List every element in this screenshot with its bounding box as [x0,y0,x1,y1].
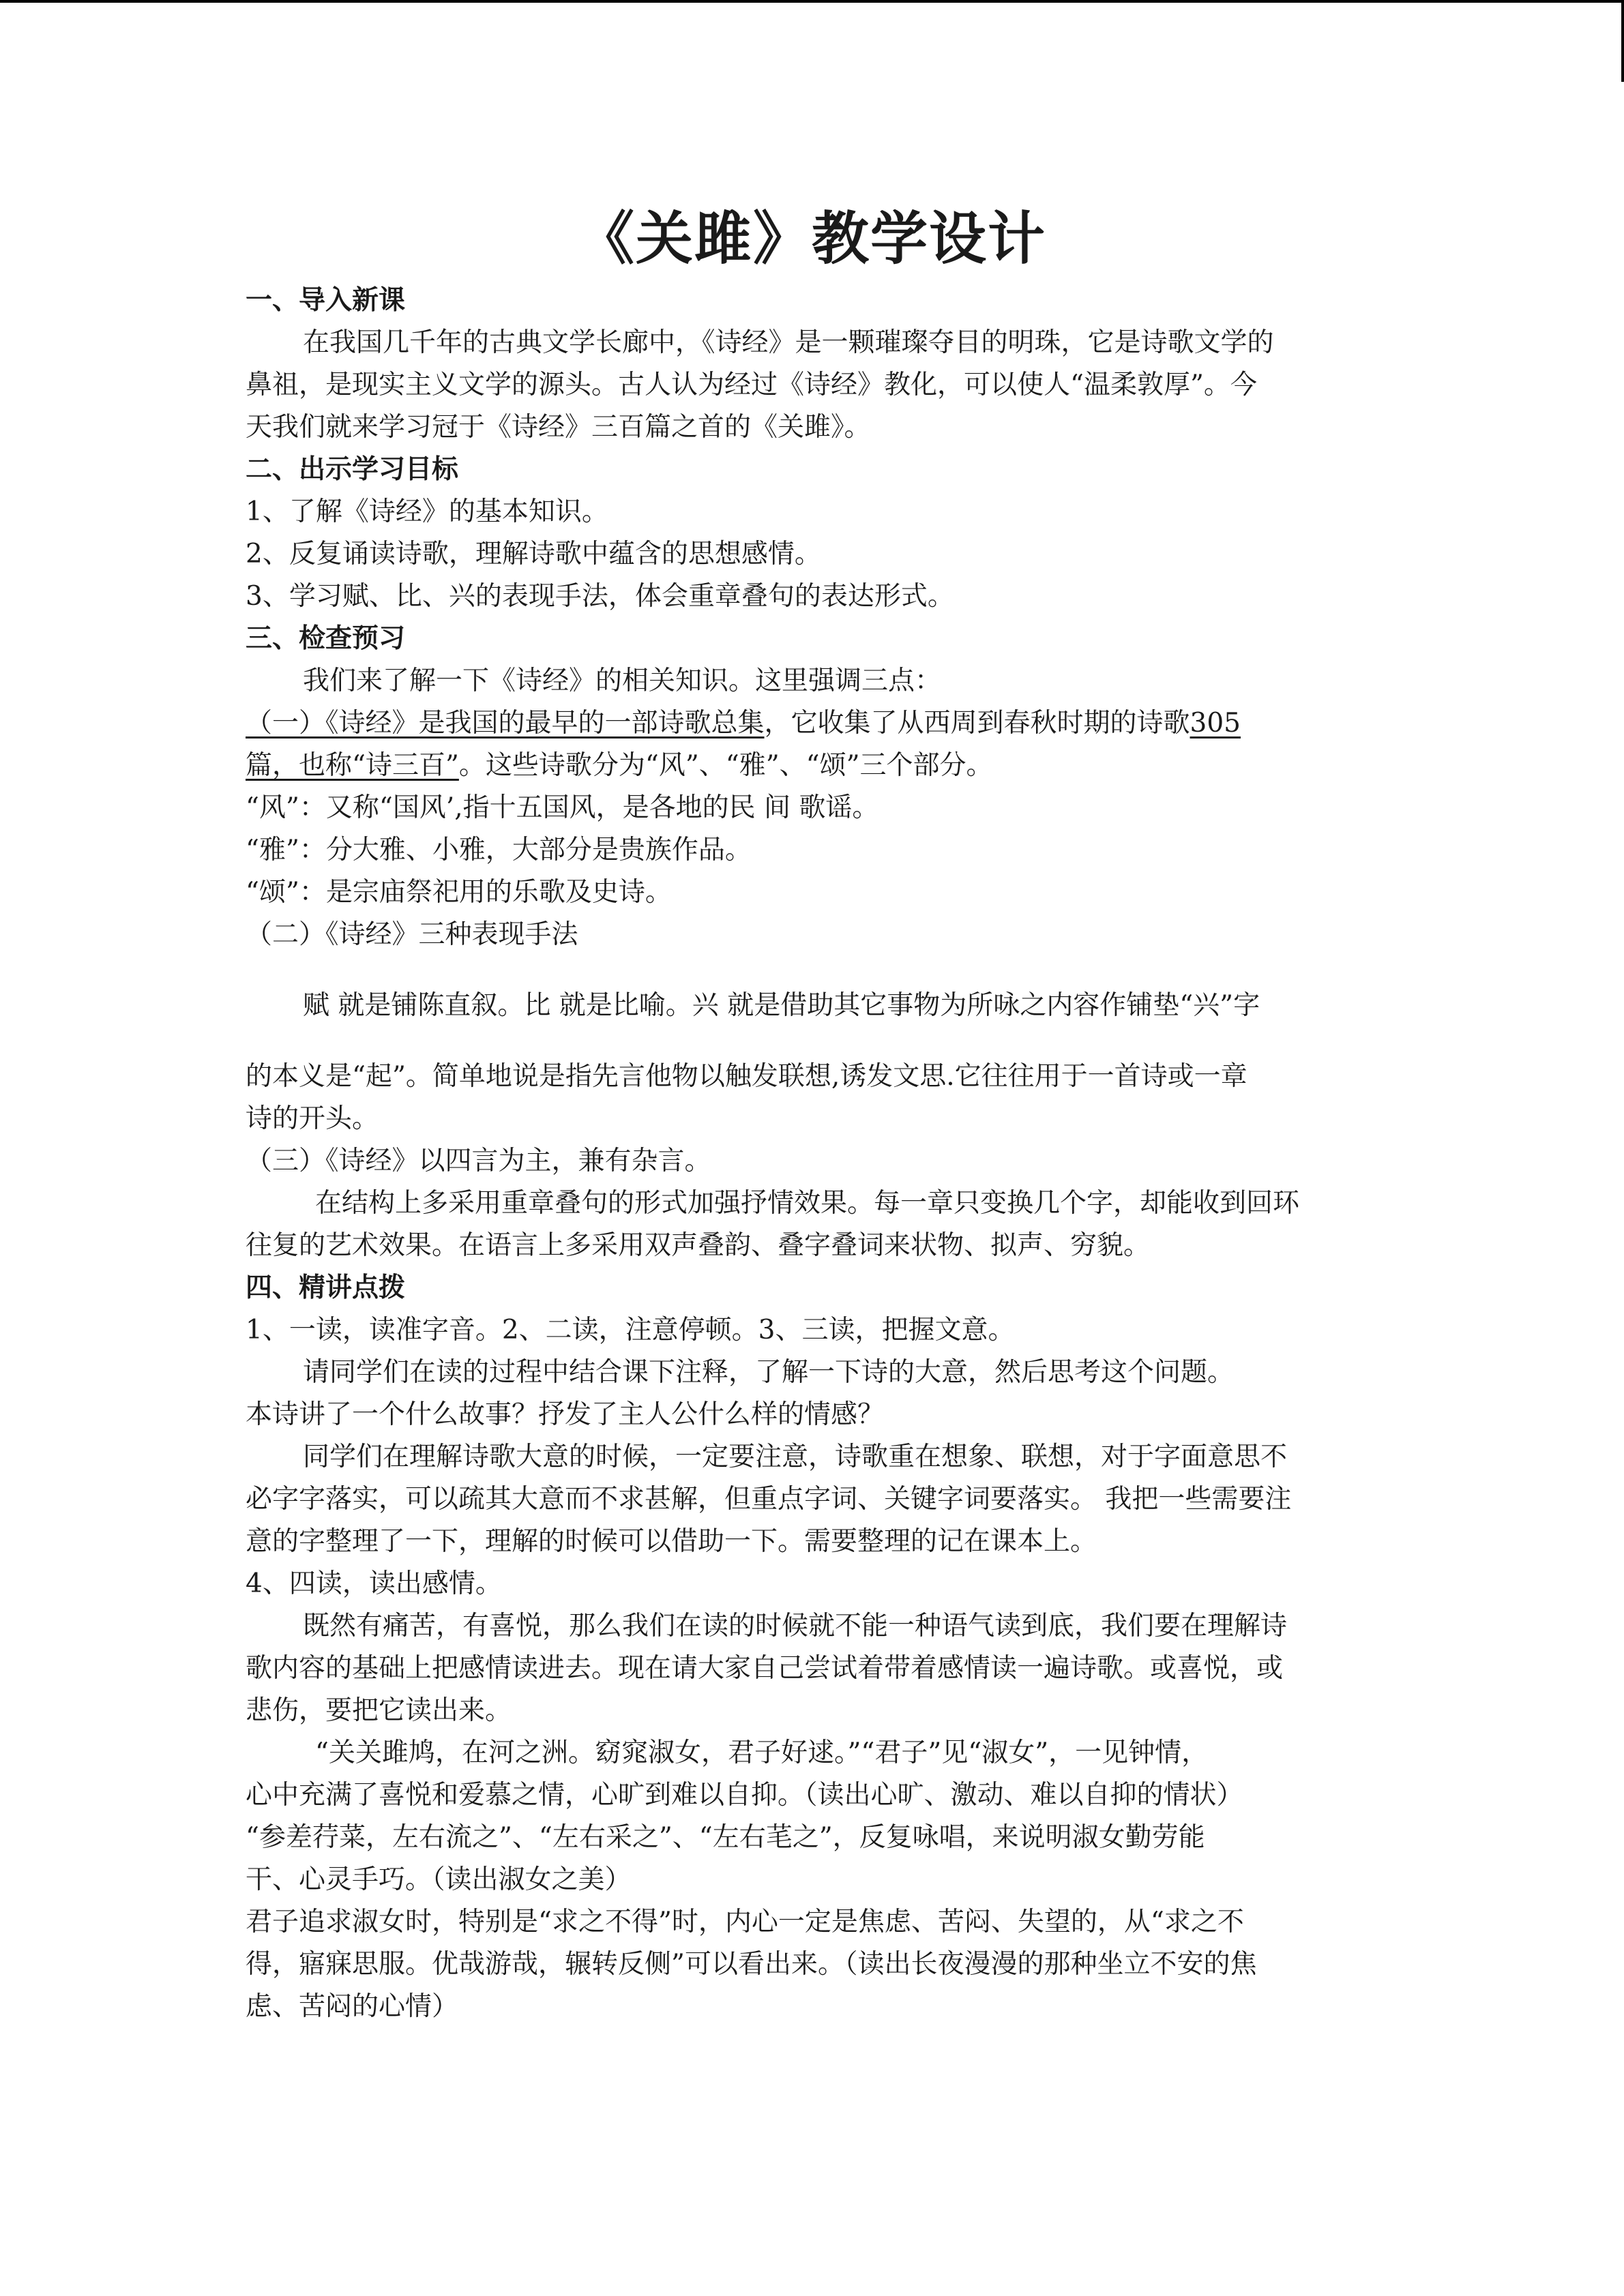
text-line: 的本义是“起”。简单地说是指先言他物以触发联想,诱发文思.它往往用于一首诗或一章 [246,1061,1247,1092]
underlined-text: 305 [1190,708,1241,739]
text-line: 诗的开头。 [246,1103,379,1134]
section-heading: 三、检查预习 [246,623,406,654]
section-heading: 四、精讲点拨 [246,1272,406,1303]
section-heading: 一、导入新课 [246,285,406,316]
paragraph-gap [246,956,1378,985]
text-line: 干、心灵手巧。（读出淑女之美） [246,1864,632,1895]
text-line: 在结构上多采用重章叠句的形式加强抒情效果。每一章只变换几个字，却能收到回环 [315,1188,1300,1219]
text-line: 3、学习赋、比、兴的表现手法，体会重章叠句的表达形式。 [246,581,954,612]
text-line: “关关雎鸠，在河之洲。窈窕淑女，君子好逑。”“君子”见“淑女”，一见钟情， [315,1738,1209,1768]
text-line: 心中充满了喜悦和爱慕之情，心旷到难以自抑。（读出心旷、激动、难以自抑的情状） [246,1780,1243,1810]
text-line: 意的字整理了一下，理解的时候可以借助一下。需要整理的记在课本上。 [246,1526,1097,1557]
text-line [246,702,1378,745]
text-line: 既然有痛苦，有喜悦，那么我们在读的时候就不能一种语气读到底，我们要在理解诗 [303,1611,1288,1641]
text-line: “参差荇菜，左右流之”、“左右采之”、“左右芼之”，反复咏唱，来说明淑女勤劳能 [246,1822,1205,1853]
text-line: 1、了解《诗经》的基本知识。 [246,496,608,527]
text-line: “风”：又称“国风’,指十五国风，是各地的民 间 歌谣。 [246,792,879,823]
text-line: 得，寤寐思服。优哉游哉，辗转反侧”可以看出来。（读出长夜漫漫的那种坐立不安的焦 [246,1949,1257,1980]
text-line: 必字字落实，可以疏其大意而不求甚解，但重点字词、关键字词要落实。 我把一些需要注 [246,1484,1292,1515]
text-line: 在我国几千年的古典文学长廊中，《诗经》是一颗璀璨夺目的明珠，它是诗歌文学的 [303,327,1274,358]
text-line: “雅”：分大雅、小雅，大部分是贵族作品。 [246,835,752,865]
text-line: （二）《诗经》三种表现手法 [246,919,578,950]
text-line: 4、四读，读出感情。 [246,1568,502,1599]
text-line: 请同学们在读的过程中结合课下注释，了解一下诗的大意，然后思考这个问题。 [303,1357,1235,1388]
underlined-text: （一）《诗经》是我国的最早的一部诗歌总集 [246,708,765,739]
text-segment: 。这些诗歌分为“风”、“雅”、“颂”三个部分。 [458,750,993,781]
underlined-text: 篇，也称“诗三百” [246,750,459,781]
text-line: 同学们在理解诗歌大意的时候，一定要注意，诗歌重在想象、联想，对于字面意思不 [303,1442,1288,1472]
text-line [246,745,1378,787]
text-line: 天我们就来学习冠于《诗经》三百篇之首的《关雎》。 [246,412,871,443]
text-line: 鼻祖，是现实主义文学的源头。古人认为经过《诗经》教化，可以使人“温柔敦厚”。今 [246,370,1257,400]
document-body [246,198,1378,2028]
text-segment: ，它收集了从西周到春秋时期的诗歌 [764,708,1190,739]
text-line: 本诗讲了一个什么故事？抒发了主人公什么样的情感？ [246,1399,885,1430]
text-line: 虑、苦闷的心情） [246,1991,459,2022]
text-line: 歌内容的基础上把感情读进去。现在请大家自己尝试着带着感情读一遍诗歌。或喜悦，或 [246,1653,1284,1684]
document-lines [246,280,1378,2028]
right-border-rule [1621,0,1624,82]
top-border-rule [0,0,1624,3]
text-line: 赋 就是铺陈直叙。比 就是比喻。兴 就是借助其它事物为所咏之内容作铺垫“兴”字 [303,990,1260,1021]
paragraph-gap [246,1027,1378,1056]
text-line: 我们来了解一下《诗经》的相关知识。这里强调三点： [303,666,942,696]
text-line: “颂”：是宗庙祭祀用的乐歌及史诗。 [246,877,672,908]
text-line: 往复的艺术效果。在语言上多采用双声叠韵、叠字叠词来状物、拟声、穷貌。 [246,1230,1151,1261]
page-title: 《关雎》教学设计 [576,205,1046,272]
text-line: 2、反复诵读诗歌，理解诗歌中蕴含的思想感情。 [246,539,821,569]
text-line: 君子追求淑女时，特别是“求之不得”时，内心一定是焦虑、苦闷、失望的，从“求之不 [246,1907,1244,1937]
text-line: 悲伤，要把它读出来。 [246,1695,512,1726]
text-line: 1、一读，读准字音。2、二读，注意停顿。3、三读，把握文意。 [246,1315,1015,1345]
text-line: （三）《诗经》以四言为主，兼有杂言。 [246,1146,711,1176]
section-heading: 二、出示学习目标 [246,454,459,485]
